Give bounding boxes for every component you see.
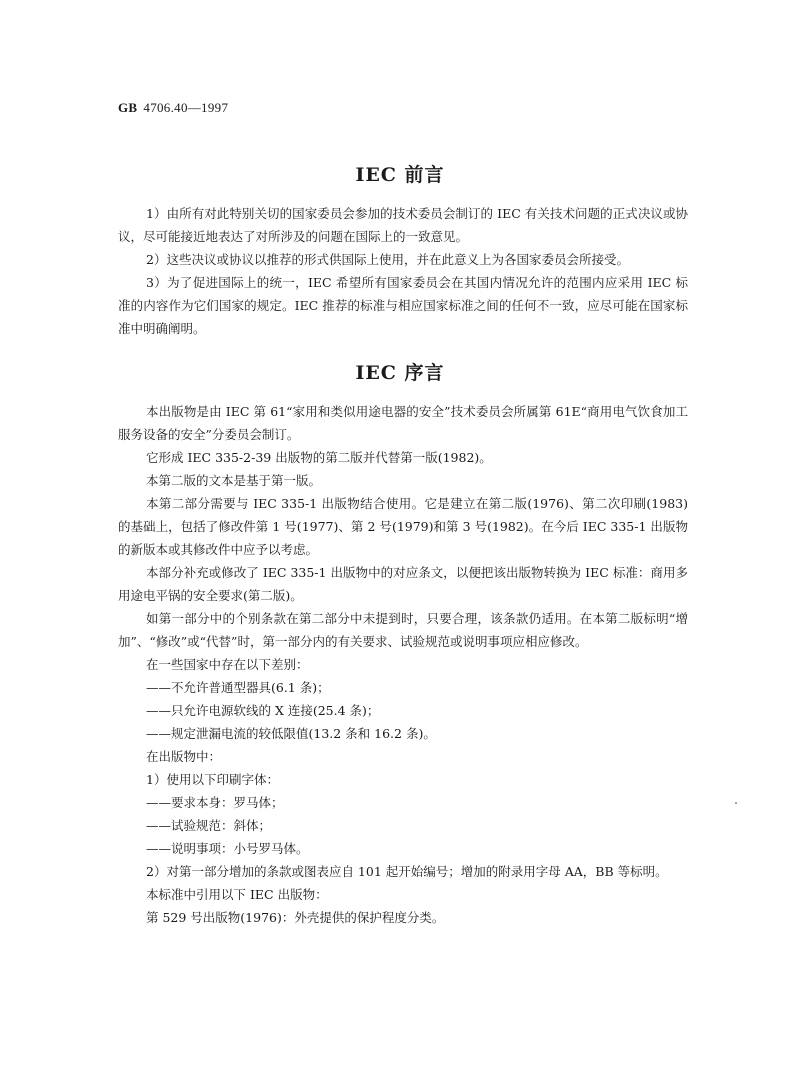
preface-paragraph-6: 如第一部分中的个别条款在第二部分中未提到时，只要合理，该条款仍适用。在本第二版标明“增加”、“修改”或“代替”时，第一部分内的有关要求、试验规范或说明事项应相应修改。 [118, 611, 688, 649]
preface-paragraph-2: 它形成 IEC 335-2-39 出版物的第二版并代替第一版(1982)。 [146, 450, 492, 465]
preface-paragraph-8: 在出版物中： [146, 749, 222, 764]
standard-code [118, 100, 228, 116]
preface-paragraph-12: 第 529 号出版物(1976)：外壳提供的保护程度分类。 [146, 910, 445, 925]
preface-paragraph-10: 2）对第一部分增加的条款或图表应自 101 起开始编号；增加的附录用字母 AA，BB 等标明。 [146, 864, 668, 879]
difference-item-3: ——规定泄漏电流的较低限值(13.2 条和 16.2 条)。 [146, 726, 436, 741]
font-item-1: ——要求本身：罗马体； [146, 795, 284, 810]
difference-item-1: ——不允许普通型器具(6.1 条)； [146, 680, 330, 695]
difference-item-2: ——只允许电源软线的 X 连接(25.4 条)； [146, 703, 380, 718]
foreword-title: IEC 前言 [355, 164, 445, 186]
font-item-2: ——试验规范：斜体； [146, 818, 272, 833]
foreword-paragraph-2: 2）这些决议或协议以推荐的形式供国际上使用，并在此意义上为各国家委员会所接受。 [146, 252, 629, 267]
preface-paragraph-9: 1）使用以下印刷字体： [146, 772, 279, 787]
standard-code-prefix: GB [118, 100, 138, 115]
preface-paragraph-4: 本第二部分需要与 IEC 335-1 出版物结合使用。它是建立在第二版(1976)、第二次印刷(1983)的基础上，包括了修改件第 1 号(1977)、第 2 号(1979)和第 3 号(1982)。在今后 IEC 335-1 出版物的新版本或其修改件中应予以考虑。 [118, 496, 688, 557]
preface-paragraph-11: 本标准中引用以下 IEC 出版物： [146, 887, 328, 902]
standard-code-number: 4706.40—1997 [143, 100, 229, 115]
font-item-3: ——说明事项：小号罗马体。 [146, 841, 309, 856]
preface-paragraph-1: 本出版物是由 IEC 第 61“家用和类似用途电器的安全”技术委员会所属第 61E“商用电气饮食加工服务设备的安全”分委员会制订。 [118, 404, 688, 442]
foreword-paragraph-1: 1）由所有对此特别关切的国家委员会参加的技术委员会制订的 IEC 有关技术问题的正式决议或协议，尽可能接近地表达了对所涉及的问题在国际上的一致意见。 [118, 206, 688, 244]
foreword-paragraph-3: 3）为了促进国际上的统一，IEC 希望所有国家委员会在其国内情况允许的范围内应采用 IEC 标准的内容作为它们国家的规定。IEC 推荐的标准与相应国家标准之间的任何不一致，应尽可能在国家标准中明确阐明。 [118, 275, 688, 336]
preface-paragraph-7: 在一些国家中存在以下差别： [146, 657, 309, 672]
scan-speck [735, 802, 737, 804]
preface-title: IEC 序言 [355, 362, 445, 384]
preface-paragraph-5: 本部分补充或修改了 IEC 335-1 出版物中的对应条文，以便把该出版物转换为 IEC 标准：商用多用途电平锅的安全要求(第二版)。 [118, 565, 688, 603]
preface-paragraph-3: 本第二版的文本是基于第一版。 [146, 473, 322, 488]
